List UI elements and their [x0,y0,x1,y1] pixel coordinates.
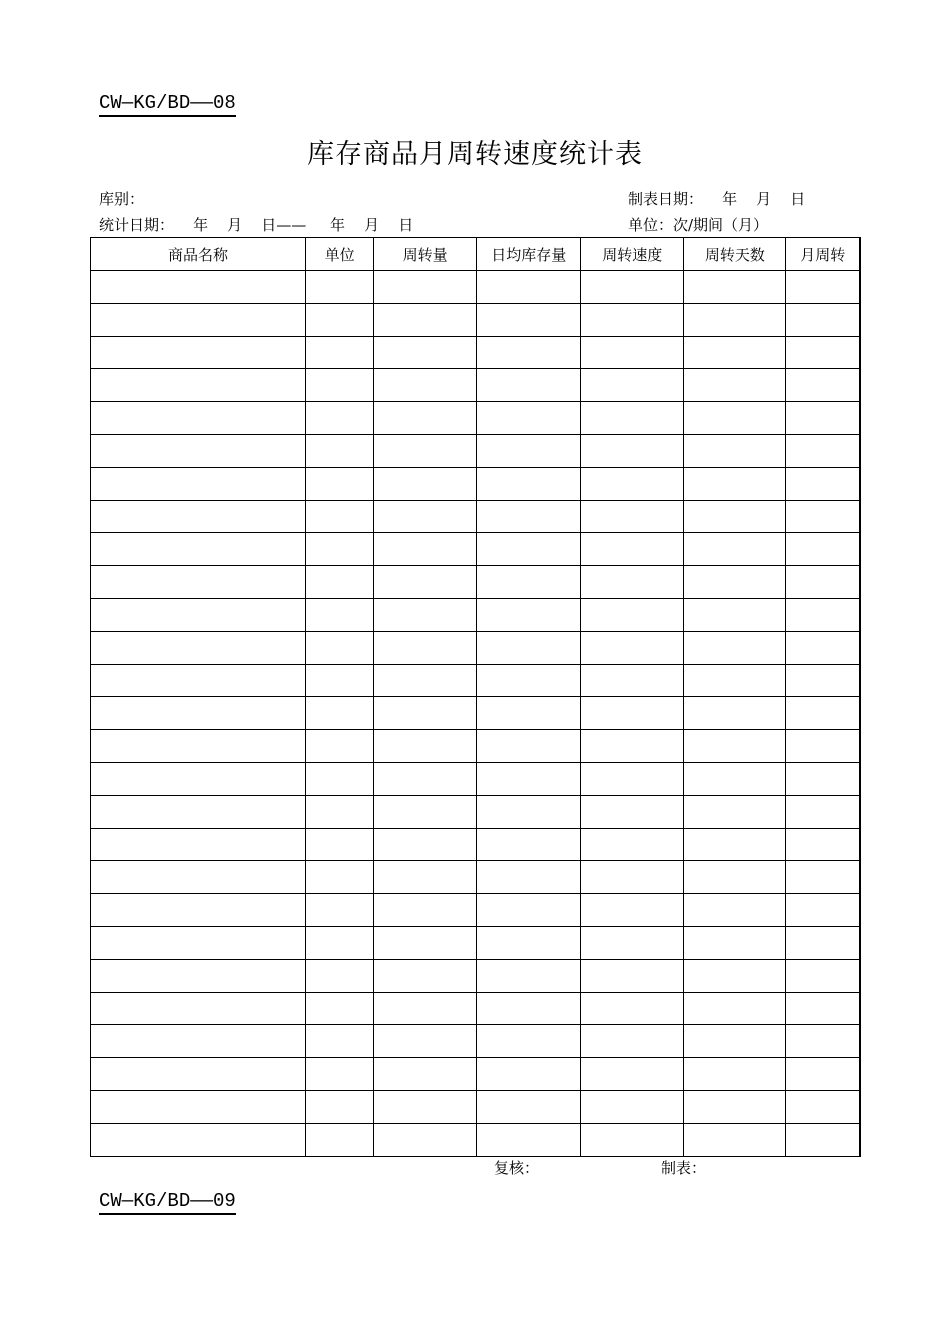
table-cell[interactable] [684,303,786,336]
table-cell[interactable] [786,795,860,828]
table-cell[interactable] [581,1090,684,1123]
header-monthly-turnover: 月周转 [786,238,860,271]
table-cell[interactable] [581,1123,684,1156]
stat-date-label: 统计日期： 年 月 日—— 年 月 日 [99,216,414,234]
table-row [91,500,861,533]
table-cell[interactable] [684,566,786,599]
table-cell[interactable] [581,697,684,730]
table-cell[interactable] [306,1090,374,1123]
header-turnover-qty: 周转量 [374,238,477,271]
table-cell[interactable] [91,992,306,1025]
table-cell[interactable] [477,631,581,664]
table-cell[interactable] [786,336,860,369]
table-cell[interactable] [684,959,786,992]
table-cell[interactable] [581,894,684,927]
table-cell[interactable] [786,467,860,500]
table-cell[interactable] [306,369,374,402]
table-cell[interactable] [477,566,581,599]
table-row [91,467,861,500]
table-cell[interactable] [91,566,306,599]
table-cell[interactable] [477,762,581,795]
table-row [91,533,861,566]
table-row [91,730,861,763]
table-cell[interactable] [91,271,306,304]
header-product-name: 商品名称 [91,238,306,271]
table-cell[interactable] [91,434,306,467]
table-cell[interactable] [477,303,581,336]
table-row [91,271,861,304]
table-cell[interactable] [374,992,477,1025]
table-cell[interactable] [477,894,581,927]
table-cell[interactable] [91,402,306,435]
table-row [91,598,861,631]
table-cell[interactable] [684,336,786,369]
table-cell[interactable] [374,369,477,402]
table-cell[interactable] [477,598,581,631]
page-title: 库存商品月周转速度统计表 [307,139,643,170]
table-cell[interactable] [374,828,477,861]
table-cell[interactable] [374,533,477,566]
table-cell[interactable] [581,1058,684,1091]
table-cell[interactable] [374,730,477,763]
table-cell[interactable] [786,828,860,861]
table-cell[interactable] [306,271,374,304]
table-cell[interactable] [581,795,684,828]
table-row [91,631,861,664]
table-cell[interactable] [477,467,581,500]
table-cell[interactable] [684,762,786,795]
table-cell[interactable] [581,730,684,763]
table-cell[interactable] [581,762,684,795]
table-row [91,434,861,467]
table-row [91,762,861,795]
table-cell[interactable] [786,992,860,1025]
table-cell[interactable] [374,402,477,435]
table-cell[interactable] [684,664,786,697]
table-cell[interactable] [306,894,374,927]
table-cell[interactable] [786,697,860,730]
table-row [91,336,861,369]
table-cell[interactable] [786,369,860,402]
table-cell[interactable] [306,1025,374,1058]
table-cell[interactable] [374,795,477,828]
document-code-bottom: CW—KG/BD——09 [99,1190,236,1215]
table-cell[interactable] [477,1058,581,1091]
table-cell[interactable] [477,926,581,959]
table-cell[interactable] [306,1058,374,1091]
table-cell[interactable] [684,271,786,304]
table-cell[interactable] [374,1090,477,1123]
table-cell[interactable] [91,336,306,369]
table-cell[interactable] [786,959,860,992]
table-cell[interactable] [581,861,684,894]
table-cell[interactable] [91,762,306,795]
table-cell[interactable] [786,1058,860,1091]
table-cell[interactable] [581,959,684,992]
table-cell[interactable] [374,467,477,500]
table-cell[interactable] [306,434,374,467]
table-cell[interactable] [684,369,786,402]
table-header-row [91,238,861,271]
table-cell[interactable] [306,762,374,795]
table-cell[interactable] [786,861,860,894]
table-cell[interactable] [306,697,374,730]
header-unit: 单位 [306,238,374,271]
table-cell[interactable] [91,1090,306,1123]
table-cell[interactable] [581,828,684,861]
table-cell[interactable] [374,1025,477,1058]
table-cell[interactable] [374,566,477,599]
table-cell[interactable] [91,631,306,664]
table-row [91,894,861,927]
table-cell[interactable] [477,369,581,402]
table-cell[interactable] [477,336,581,369]
table-cell[interactable] [374,271,477,304]
table-cell[interactable] [684,992,786,1025]
table-row [91,926,861,959]
table-cell[interactable] [581,303,684,336]
table-cell[interactable] [374,926,477,959]
table-cell[interactable] [786,1090,860,1123]
table-cell[interactable] [684,1058,786,1091]
table-row [91,861,861,894]
table-cell[interactable] [581,566,684,599]
table-cell[interactable] [786,402,860,435]
table-cell[interactable] [91,697,306,730]
table-cell[interactable] [477,992,581,1025]
table-cell[interactable] [306,303,374,336]
table-cell[interactable] [581,369,684,402]
table-cell[interactable] [684,533,786,566]
table-cell[interactable] [306,926,374,959]
table-cell[interactable] [91,369,306,402]
table-cell[interactable] [477,861,581,894]
header-turnover-speed: 周转速度 [581,238,684,271]
table-cell[interactable] [374,598,477,631]
table-cell[interactable] [477,533,581,566]
table-cell[interactable] [374,1123,477,1156]
table-cell[interactable] [374,303,477,336]
table-cell[interactable] [306,992,374,1025]
table-cell[interactable] [684,1090,786,1123]
table-cell[interactable] [306,1123,374,1156]
table-cell[interactable] [91,828,306,861]
table-cell[interactable] [306,795,374,828]
table-cell[interactable] [684,467,786,500]
turnover-table [90,237,861,1157]
table-cell[interactable] [684,500,786,533]
table-cell[interactable] [374,500,477,533]
table-cell[interactable] [91,533,306,566]
table-cell[interactable] [786,533,860,566]
table-cell[interactable] [91,1123,306,1156]
table-cell[interactable] [684,1123,786,1156]
table-cell[interactable] [374,697,477,730]
table-cell[interactable] [306,598,374,631]
table-cell[interactable] [306,730,374,763]
header-turnover-days: 周转天数 [684,238,786,271]
table-cell[interactable] [91,730,306,763]
table-cell[interactable] [477,828,581,861]
table-row [91,795,861,828]
table-row [91,664,861,697]
table-cell[interactable] [91,664,306,697]
document-code-top: CW—KG/BD——08 [99,92,236,117]
table-cell[interactable] [684,631,786,664]
table-row [91,828,861,861]
table-cell[interactable] [306,828,374,861]
table-cell[interactable] [91,1025,306,1058]
table-body [91,271,861,1157]
table-row [91,1123,861,1156]
table-cell[interactable] [91,1058,306,1091]
table-row [91,369,861,402]
table-cell[interactable] [477,1123,581,1156]
table-cell[interactable] [786,730,860,763]
table-row [91,1090,861,1123]
table-cell[interactable] [477,795,581,828]
maker-label: 制表： [661,1159,707,1177]
table-row [91,303,861,336]
table-cell[interactable] [581,500,684,533]
table-cell[interactable] [786,1025,860,1058]
table-cell[interactable] [581,434,684,467]
table-cell[interactable] [684,434,786,467]
table-cell[interactable] [374,861,477,894]
table-cell[interactable] [581,926,684,959]
table-row [91,697,861,730]
table-cell[interactable] [306,664,374,697]
table-cell[interactable] [684,1025,786,1058]
table-cell[interactable] [306,566,374,599]
table-cell[interactable] [477,1025,581,1058]
table-cell[interactable] [91,894,306,927]
table-cell[interactable] [581,467,684,500]
table-cell[interactable] [91,467,306,500]
table-cell[interactable] [477,959,581,992]
table-cell[interactable] [581,336,684,369]
table-cell[interactable] [477,697,581,730]
table-cell[interactable] [374,762,477,795]
table-cell[interactable] [306,467,374,500]
table-cell[interactable] [786,762,860,795]
table-cell[interactable] [684,926,786,959]
table-cell[interactable] [786,500,860,533]
table-cell[interactable] [581,533,684,566]
table-row [91,1058,861,1091]
table-cell[interactable] [374,959,477,992]
table-cell[interactable] [306,336,374,369]
table-cell[interactable] [91,500,306,533]
table-cell[interactable] [581,631,684,664]
table-cell[interactable] [684,861,786,894]
table-row [91,992,861,1025]
table-cell[interactable] [477,434,581,467]
store-label: 库别： [99,190,145,208]
table-cell[interactable] [374,894,477,927]
table-cell[interactable] [477,500,581,533]
table-cell[interactable] [306,861,374,894]
table-cell[interactable] [786,271,860,304]
table-cell[interactable] [581,271,684,304]
unit-label: 单位：次/期间（月） [628,216,769,234]
table-cell[interactable] [684,828,786,861]
table-cell[interactable] [684,894,786,927]
table-cell[interactable] [306,631,374,664]
table-row [91,959,861,992]
table-cell[interactable] [581,992,684,1025]
made-date-label: 制表日期： 年 月 日 [628,190,806,208]
table-cell[interactable] [374,664,477,697]
header-daily-avg-stock: 日均库存量 [477,238,581,271]
table-cell[interactable] [374,631,477,664]
table-cell[interactable] [581,664,684,697]
table-cell[interactable] [786,434,860,467]
table-cell[interactable] [374,1058,477,1091]
table-cell[interactable] [306,959,374,992]
table-cell[interactable] [786,566,860,599]
table-cell[interactable] [786,631,860,664]
table-cell[interactable] [306,402,374,435]
table-cell[interactable] [684,598,786,631]
table-cell[interactable] [786,664,860,697]
table-cell[interactable] [477,664,581,697]
table-cell[interactable] [684,730,786,763]
table-cell[interactable] [581,1025,684,1058]
table-row [91,566,861,599]
review-label: 复核： [494,1159,540,1177]
table-cell[interactable] [306,533,374,566]
table-cell[interactable] [477,402,581,435]
table-cell[interactable] [91,303,306,336]
table-cell[interactable] [581,402,684,435]
table-cell[interactable] [684,795,786,828]
table-cell[interactable] [786,894,860,927]
table-cell[interactable] [91,926,306,959]
table-cell[interactable] [684,402,786,435]
table-cell[interactable] [91,598,306,631]
table-cell[interactable] [684,697,786,730]
table-cell[interactable] [786,926,860,959]
table-cell[interactable] [374,336,477,369]
table-cell[interactable] [91,959,306,992]
table-cell[interactable] [786,303,860,336]
table-cell[interactable] [477,730,581,763]
table-cell[interactable] [581,598,684,631]
table-cell[interactable] [91,795,306,828]
table-cell[interactable] [91,861,306,894]
table-cell[interactable] [786,598,860,631]
table-cell[interactable] [786,1123,860,1156]
table-cell[interactable] [306,500,374,533]
table-row [91,1025,861,1058]
table-row [91,402,861,435]
table-cell[interactable] [477,1090,581,1123]
table-cell[interactable] [477,271,581,304]
table-cell[interactable] [374,434,477,467]
